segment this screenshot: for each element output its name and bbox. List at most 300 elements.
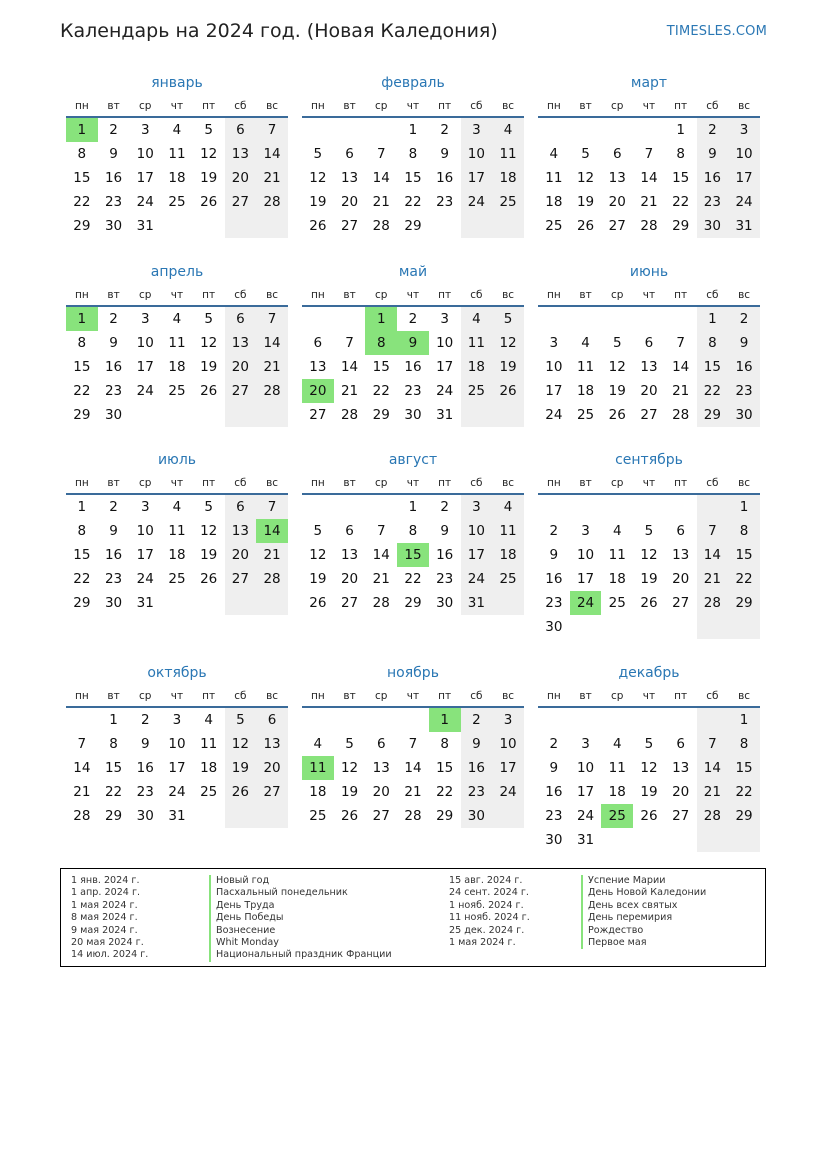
empty-day-cell <box>697 708 729 732</box>
weekday-label: ср <box>375 477 388 489</box>
day-cell: 29 <box>728 804 760 828</box>
week-row <box>66 495 288 519</box>
legend-holiday-date: 24 сент. 2024 г. <box>449 887 529 899</box>
empty-day-cell <box>492 591 524 615</box>
day-cell: 15 <box>73 547 91 563</box>
weekday-label: пт <box>438 289 452 301</box>
day-cell: 5 <box>644 523 654 539</box>
empty-day-cell <box>728 828 760 852</box>
day-cell: 26 <box>608 407 626 423</box>
day-cell: 11 <box>492 142 524 166</box>
week-row <box>302 331 524 355</box>
day-cell: 30 <box>545 832 563 848</box>
day-cell: 13 <box>225 142 257 166</box>
weekday-label: вт <box>343 690 356 702</box>
day-cell: 10 <box>461 142 493 166</box>
weekday-label: сб <box>470 289 483 301</box>
day-cell: 13 <box>672 547 690 563</box>
weekday-label: вт <box>107 690 120 702</box>
empty-day-cell <box>161 214 193 238</box>
holiday-day-cell: 25 <box>601 804 633 828</box>
month-block <box>66 70 288 238</box>
holiday-day-cell: 9 <box>397 331 429 355</box>
week-row <box>66 591 288 615</box>
day-cell: 25 <box>168 571 186 587</box>
day-cell: 27 <box>608 218 626 234</box>
legend-holiday-name: Пасхальный понедельник <box>209 887 392 899</box>
day-cell: 4 <box>204 712 213 728</box>
weekday-label: вт <box>343 477 356 489</box>
day-cell: 11 <box>608 547 626 563</box>
holiday-day-cell: 8 <box>365 331 397 355</box>
day-cell: 24 <box>136 194 154 210</box>
day-cell: 15 <box>372 359 390 375</box>
day-cell: 12 <box>608 359 626 375</box>
week-row <box>66 519 288 543</box>
day-cell: 22 <box>404 571 422 587</box>
day-cell: 3 <box>440 311 449 327</box>
week-row <box>538 307 760 331</box>
day-cell: 23 <box>545 595 563 611</box>
day-cell: 7 <box>376 523 386 539</box>
day-cell: 2 <box>408 311 418 327</box>
weekday-label: вт <box>343 289 356 301</box>
weekday-label: вс <box>502 100 515 112</box>
day-cell: 28 <box>73 808 91 824</box>
day-cell: 18 <box>608 571 626 587</box>
day-cell: 20 <box>640 383 658 399</box>
empty-day-cell <box>302 118 334 142</box>
day-cell: 13 <box>372 760 390 776</box>
day-cell: 14 <box>256 142 288 166</box>
day-cell: 6 <box>676 523 685 539</box>
empty-day-cell <box>129 403 161 427</box>
legend-holiday-name: Новый год <box>209 875 392 887</box>
day-cell: 8 <box>77 146 87 162</box>
day-cell: 18 <box>576 383 595 399</box>
day-cell: 10 <box>492 732 524 756</box>
day-cell: 2 <box>109 122 118 138</box>
empty-day-cell <box>633 495 665 519</box>
day-cell: 7 <box>376 146 386 162</box>
day-cell: 27 <box>309 407 327 423</box>
day-cell: 6 <box>345 146 354 162</box>
weekday-label: пн <box>74 690 89 702</box>
day-cell: 22 <box>697 379 729 403</box>
day-cell: 8 <box>676 146 685 162</box>
weekday-label: сб <box>706 690 719 702</box>
day-cell: 23 <box>436 571 454 587</box>
day-cell: 13 <box>672 760 690 776</box>
day-cell: 3 <box>549 335 559 351</box>
day-cell: 23 <box>436 194 454 210</box>
month-block <box>302 70 524 238</box>
day-cell: 22 <box>73 571 91 587</box>
day-cell: 27 <box>640 407 658 423</box>
day-cell: 16 <box>728 355 760 379</box>
day-cell: 18 <box>168 547 186 563</box>
day-cell: 19 <box>576 194 595 210</box>
empty-day-cell <box>697 615 729 639</box>
holiday-day-cell: 1 <box>66 118 98 142</box>
day-cell: 18 <box>492 166 524 190</box>
weekday-label: пн <box>310 690 325 702</box>
legend-holiday-date: 11 нояб. 2024 г. <box>449 912 530 924</box>
day-cell: 29 <box>73 595 91 611</box>
day-cell: 15 <box>73 170 91 186</box>
day-cell: 4 <box>581 335 590 351</box>
day-cell: 2 <box>440 122 449 138</box>
weekday-label: пн <box>310 477 325 489</box>
empty-day-cell <box>665 307 697 331</box>
day-cell: 8 <box>77 335 87 351</box>
week-row <box>538 379 760 403</box>
week-row <box>302 307 524 331</box>
empty-day-cell <box>633 615 665 639</box>
day-cell: 22 <box>728 567 760 591</box>
empty-day-cell <box>365 495 397 519</box>
weekday-label: сб <box>706 477 719 489</box>
legend-holiday-date: 9 мая 2024 г. <box>71 924 138 936</box>
empty-day-cell <box>225 403 257 427</box>
day-cell: 21 <box>404 784 422 800</box>
weekday-header <box>538 96 760 118</box>
day-cell: 22 <box>104 784 123 800</box>
day-cell: 6 <box>345 523 354 539</box>
weekday-label: ср <box>611 690 624 702</box>
empty-day-cell <box>538 118 570 142</box>
weekday-header <box>66 686 288 708</box>
weekday-label: вт <box>107 477 120 489</box>
empty-day-cell <box>461 214 493 238</box>
day-cell: 2 <box>140 712 150 728</box>
day-cell: 27 <box>672 808 690 824</box>
empty-day-cell <box>302 708 334 732</box>
day-cell: 3 <box>172 712 182 728</box>
month-name: февраль <box>381 75 445 91</box>
empty-day-cell <box>302 495 334 519</box>
empty-day-cell <box>429 214 461 238</box>
empty-day-cell <box>225 804 257 828</box>
legend-holiday-name: День Новой Каледонии <box>581 887 706 899</box>
day-cell: 26 <box>225 780 257 804</box>
day-cell: 15 <box>672 170 690 186</box>
weekday-label: пн <box>546 100 561 112</box>
day-cell: 11 <box>168 335 186 351</box>
day-cell: 23 <box>404 383 422 399</box>
day-cell: 13 <box>225 519 257 543</box>
month-name: июнь <box>629 264 669 280</box>
weekday-label: пн <box>546 690 561 702</box>
weekday-label: ср <box>611 100 624 112</box>
day-cell: 31 <box>136 218 154 234</box>
weekday-label: вс <box>502 690 515 702</box>
month-name: ноябрь <box>387 665 439 681</box>
day-cell: 8 <box>408 146 418 162</box>
week-row <box>538 118 760 142</box>
day-cell: 17 <box>436 359 454 375</box>
day-cell: 19 <box>309 194 327 210</box>
weekday-header <box>66 285 288 307</box>
weekday-label: пт <box>674 289 688 301</box>
day-cell: 30 <box>104 595 123 611</box>
weekday-label: сб <box>234 289 247 301</box>
weekday-label: вс <box>266 690 279 702</box>
day-cell: 1 <box>109 712 118 728</box>
weekday-header <box>538 473 760 495</box>
day-cell: 14 <box>672 359 690 375</box>
day-cell: 5 <box>644 736 654 752</box>
weekday-label: пт <box>438 690 452 702</box>
day-cell: 2 <box>109 499 118 515</box>
day-cell: 12 <box>309 170 327 186</box>
day-cell: 19 <box>640 784 658 800</box>
weekday-label: вт <box>579 100 592 112</box>
week-row <box>66 166 288 190</box>
day-cell: 30 <box>461 804 493 828</box>
weekday-label: пн <box>74 100 89 112</box>
day-cell: 29 <box>104 808 123 824</box>
legend-holiday-date: 1 янв. 2024 г. <box>71 875 140 886</box>
day-cell: 25 <box>200 784 218 800</box>
weekday-label: сб <box>234 477 247 489</box>
day-cell: 21 <box>697 780 729 804</box>
day-cell: 13 <box>256 732 288 756</box>
week-row <box>66 142 288 166</box>
day-cell: 13 <box>309 359 327 375</box>
day-cell: 26 <box>576 218 595 234</box>
day-cell: 23 <box>545 808 563 824</box>
day-cell: 1 <box>697 307 729 331</box>
week-row <box>66 543 288 567</box>
weekday-label: вс <box>738 477 751 489</box>
day-cell: 6 <box>676 736 685 752</box>
day-cell: 27 <box>372 808 390 824</box>
day-cell: 15 <box>404 170 422 186</box>
month-name: март <box>630 75 668 91</box>
day-cell: 14 <box>404 760 422 776</box>
weekday-label: пн <box>310 100 325 112</box>
day-cell: 10 <box>136 523 154 539</box>
week-row <box>66 379 288 403</box>
day-cell: 11 <box>545 170 563 186</box>
day-cell: 13 <box>608 170 626 186</box>
week-row <box>538 214 760 238</box>
day-cell: 23 <box>728 379 760 403</box>
weekday-label: вс <box>502 477 515 489</box>
day-cell: 24 <box>545 407 563 423</box>
empty-day-cell <box>665 495 697 519</box>
week-row <box>538 142 760 166</box>
day-cell: 22 <box>73 383 91 399</box>
day-cell: 6 <box>313 335 323 351</box>
month-block <box>302 259 524 427</box>
day-cell: 18 <box>168 359 186 375</box>
day-cell: 15 <box>728 543 760 567</box>
day-cell: 8 <box>77 523 87 539</box>
empty-day-cell <box>161 591 193 615</box>
day-cell: 21 <box>340 383 359 399</box>
day-cell: 1 <box>408 122 418 138</box>
week-row <box>66 780 288 804</box>
day-cell: 20 <box>340 194 359 210</box>
weekday-label: вт <box>107 289 120 301</box>
day-cell: 7 <box>256 307 288 331</box>
day-cell: 16 <box>697 166 729 190</box>
day-cell: 8 <box>408 523 418 539</box>
weekday-label: пн <box>74 289 89 301</box>
day-cell: 5 <box>204 499 213 515</box>
day-cell: 15 <box>436 760 454 776</box>
day-cell: 4 <box>172 499 182 515</box>
day-cell: 12 <box>340 760 359 776</box>
week-row <box>302 732 524 756</box>
day-cell: 19 <box>608 383 626 399</box>
day-cell: 12 <box>225 732 257 756</box>
day-cell: 4 <box>172 122 182 138</box>
day-cell: 17 <box>136 547 154 563</box>
weekday-label: чт <box>642 477 656 489</box>
empty-day-cell <box>538 307 570 331</box>
weekday-label: пн <box>546 477 561 489</box>
empty-day-cell <box>665 828 697 852</box>
weekday-label: сб <box>470 690 483 702</box>
brand-link[interactable]: TIMESLES.COM <box>666 24 767 39</box>
day-cell: 14 <box>256 331 288 355</box>
weekday-label: ср <box>375 690 388 702</box>
day-cell: 26 <box>200 383 218 399</box>
weekday-label: пн <box>546 289 561 301</box>
month-block <box>538 259 760 427</box>
day-cell: 12 <box>640 760 658 776</box>
month-block <box>66 259 288 427</box>
day-cell: 29 <box>73 218 91 234</box>
day-cell: 12 <box>200 523 218 539</box>
day-cell: 26 <box>492 379 524 403</box>
weekday-label: пт <box>674 100 688 112</box>
day-cell: 28 <box>372 595 390 611</box>
month-block <box>538 660 760 852</box>
day-cell: 14 <box>73 760 91 776</box>
week-row <box>66 732 288 756</box>
months-grid <box>66 70 760 860</box>
day-cell: 21 <box>672 383 690 399</box>
day-cell: 28 <box>256 190 288 214</box>
day-cell: 19 <box>200 170 218 186</box>
day-cell: 12 <box>640 547 658 563</box>
weekday-label: чт <box>642 690 656 702</box>
day-cell: 29 <box>404 595 422 611</box>
weekday-label: чт <box>642 100 656 112</box>
weekday-label: вс <box>266 289 279 301</box>
empty-day-cell <box>334 118 366 142</box>
empty-day-cell <box>161 403 193 427</box>
day-cell: 17 <box>461 166 493 190</box>
empty-day-cell <box>570 307 602 331</box>
empty-day-cell <box>256 214 288 238</box>
day-cell: 11 <box>576 359 595 375</box>
day-cell: 19 <box>225 756 257 780</box>
weekday-header <box>302 473 524 495</box>
week-row <box>538 166 760 190</box>
day-cell: 20 <box>672 571 690 587</box>
legend-holiday-date: 14 июл. 2024 г. <box>71 949 149 961</box>
day-cell: 5 <box>345 736 354 752</box>
day-cell: 11 <box>168 146 186 162</box>
weekday-label: чт <box>170 100 184 112</box>
day-cell: 9 <box>109 146 118 162</box>
day-cell: 24 <box>576 808 595 824</box>
weekday-label: сб <box>234 690 247 702</box>
day-cell: 6 <box>612 146 622 162</box>
legend-holiday-date: 1 мая 2024 г. <box>71 899 138 911</box>
day-cell: 12 <box>576 170 595 186</box>
day-cell: 29 <box>404 218 422 234</box>
week-row <box>302 543 524 567</box>
day-cell: 9 <box>549 760 559 776</box>
empty-day-cell <box>256 591 288 615</box>
day-cell: 10 <box>136 146 154 162</box>
day-cell: 11 <box>168 523 186 539</box>
month-name: август <box>388 452 438 468</box>
week-row <box>66 708 288 732</box>
week-row <box>66 804 288 828</box>
legend-holiday-date: 8 мая 2024 г. <box>71 912 138 924</box>
day-cell: 21 <box>640 194 658 210</box>
day-cell: 10 <box>728 142 760 166</box>
day-cell: 20 <box>225 355 257 379</box>
week-row <box>538 567 760 591</box>
weekday-header <box>538 285 760 307</box>
month-block <box>538 447 760 639</box>
day-cell: 18 <box>492 543 524 567</box>
empty-day-cell <box>601 118 633 142</box>
day-cell: 9 <box>140 736 150 752</box>
weekday-label: вс <box>266 100 279 112</box>
day-cell: 13 <box>340 547 359 563</box>
day-cell: 26 <box>640 808 658 824</box>
week-row <box>302 495 524 519</box>
month-block <box>302 660 524 828</box>
month-name: январь <box>151 75 203 91</box>
day-cell: 14 <box>697 543 729 567</box>
day-cell: 20 <box>340 571 359 587</box>
empty-day-cell <box>302 307 334 331</box>
empty-day-cell <box>397 708 429 732</box>
week-row <box>538 615 760 639</box>
week-row <box>66 307 288 331</box>
day-cell: 8 <box>109 736 118 752</box>
day-cell: 24 <box>436 383 454 399</box>
day-cell: 2 <box>728 307 760 331</box>
legend-holiday-date: 1 нояб. 2024 г. <box>449 899 524 911</box>
empty-day-cell <box>193 591 225 615</box>
empty-day-cell <box>492 214 524 238</box>
legend-holiday-name: День Труда <box>209 900 392 912</box>
day-cell: 7 <box>408 736 418 752</box>
day-cell: 23 <box>104 194 123 210</box>
day-cell: 7 <box>697 519 729 543</box>
day-cell: 21 <box>372 571 390 587</box>
day-cell: 17 <box>576 784 595 800</box>
weekday-label: пт <box>202 100 216 112</box>
day-cell: 3 <box>461 118 493 142</box>
day-cell: 29 <box>372 407 390 423</box>
holiday-legend <box>60 868 766 967</box>
month-name: сентябрь <box>615 452 683 468</box>
day-cell: 26 <box>340 808 359 824</box>
month-block <box>302 447 524 615</box>
